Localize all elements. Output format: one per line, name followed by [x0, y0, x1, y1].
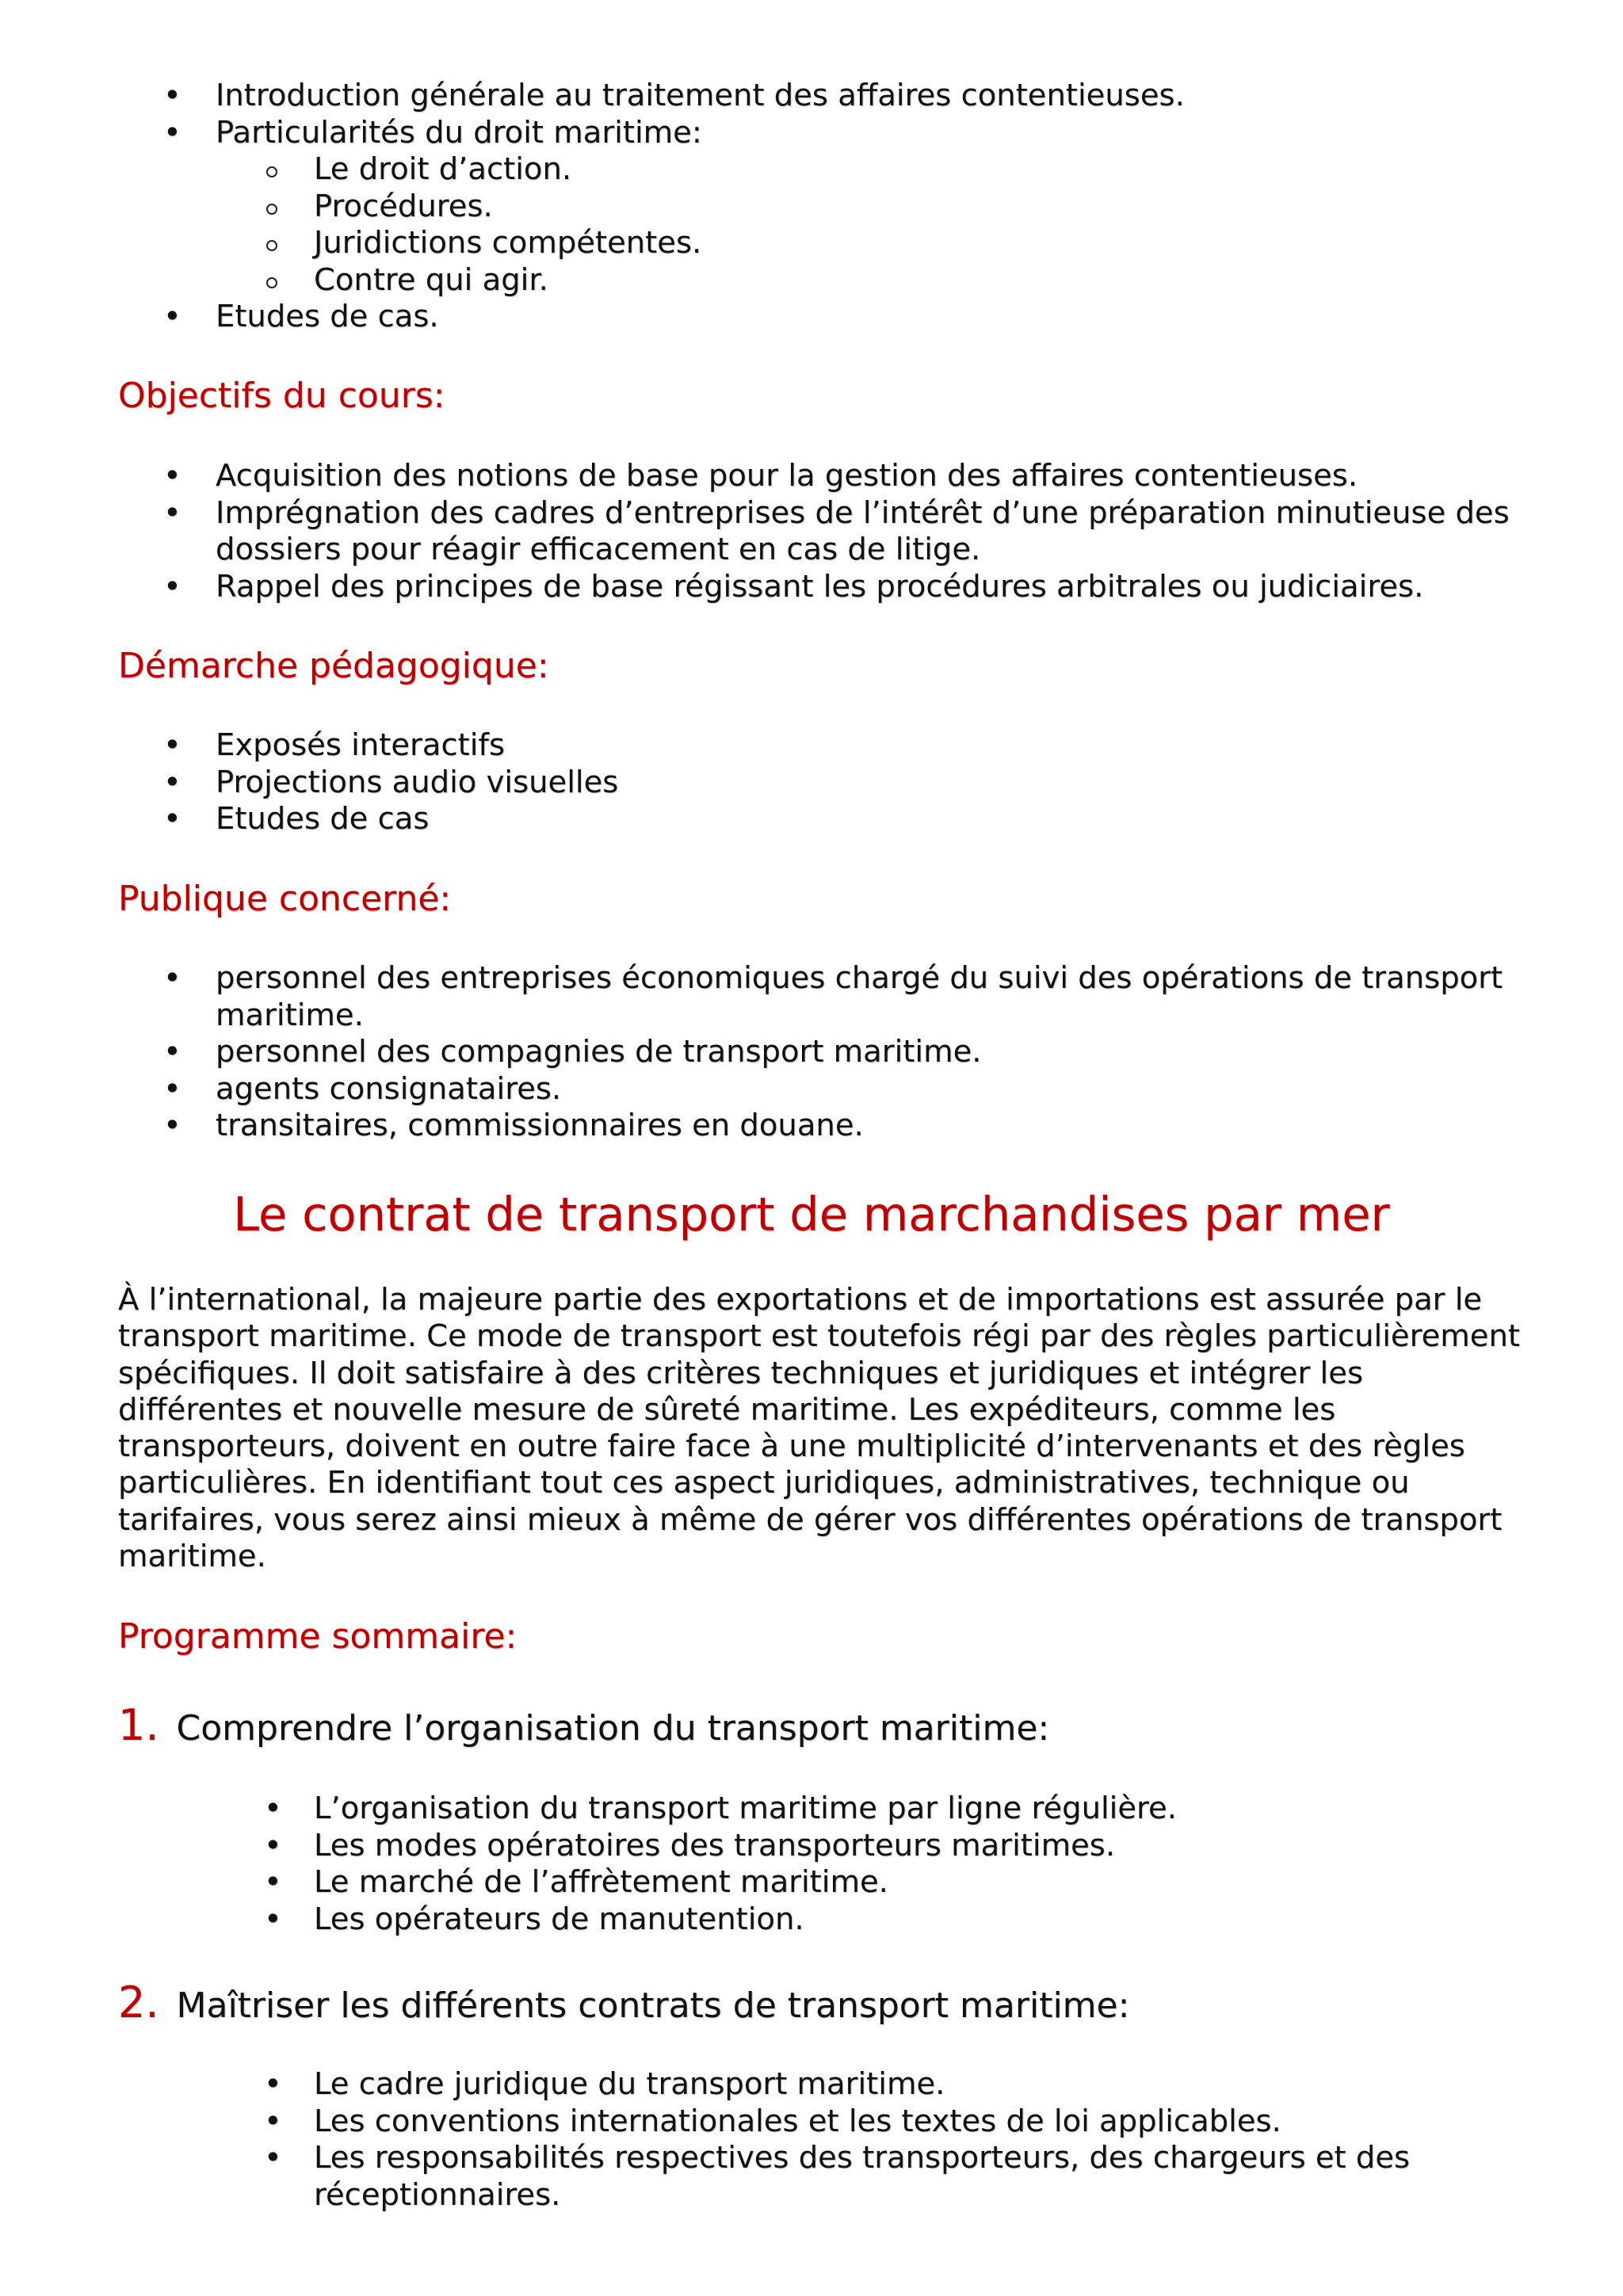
bullet-icon: •: [163, 727, 181, 763]
list-item: • transitaires, commissionnaires en douane.: [163, 1108, 864, 1143]
programme-section-2-list: [0, 2066, 1623, 2214]
bullet-icon: •: [264, 2066, 282, 2102]
sub-list-item: Juridictions compétentes.: [0, 225, 1623, 262]
list-item: • Exposés interactifs: [163, 727, 506, 763]
programme-heading: Programme sommaire:: [118, 1616, 517, 1657]
objectifs-list: [0, 458, 1623, 605]
section-number: 1.: [118, 1700, 159, 1750]
list-item: • Le marché de l’affrètement maritime.: [264, 1864, 888, 1900]
circle-bullet-icon: [266, 166, 277, 177]
circle-bullet-icon: [266, 204, 277, 215]
bullet-icon: •: [264, 1864, 282, 1900]
bullet-icon: •: [163, 801, 181, 837]
list-item: • Les modes opératoires des transporteurs maritimes.: [264, 1827, 1116, 1863]
bullet-icon: •: [163, 1070, 181, 1107]
objectifs-heading: Objectifs du cours:: [118, 376, 445, 416]
programme-section-2-heading: [118, 1978, 1130, 2028]
sub-list-item: Contre qui agir.: [0, 262, 1623, 299]
bullet-icon: •: [163, 458, 181, 494]
list-item: • Etudes de cas.: [163, 299, 439, 334]
list-item: • Introduction générale au traitement des affaires contentieuses.: [163, 78, 1185, 113]
bullet-icon: •: [163, 114, 181, 151]
bullet-icon: •: [264, 2103, 282, 2139]
bullet-icon: •: [264, 2140, 282, 2176]
list-item: • agents consignataires.: [163, 1070, 562, 1107]
list-item: • Etudes de cas: [163, 801, 430, 837]
bullet-icon: •: [163, 764, 181, 800]
programme-section-1-heading: [118, 1700, 1050, 1751]
bullet-icon: •: [163, 299, 181, 334]
publique-heading: Publique concerné:: [118, 879, 452, 919]
bullet-icon: •: [264, 1901, 282, 1937]
list-item: • L’organisation du transport maritime par ligne régulière.: [264, 1791, 1177, 1826]
circle-bullet-icon: [266, 277, 277, 288]
bullet-icon: •: [163, 568, 181, 605]
list-item: • Rappel des principes de base régissant les procédures arbitrales ou judiciaires.: [163, 568, 1424, 605]
section-number: 2.: [118, 1978, 159, 2027]
bullet-icon: •: [163, 960, 181, 996]
list-item: • Les conventions internationales et les textes de loi applicables.: [264, 2103, 1281, 2139]
demarche-list: [0, 727, 1623, 838]
bullet-icon: •: [163, 1034, 181, 1070]
bullet-icon: •: [264, 1827, 282, 1863]
list-item: • Le cadre juridique du transport maritime.: [264, 2066, 945, 2102]
bullet-icon: •: [163, 494, 181, 531]
list-item: • Imprégnation des cadres d’entreprises de l’intérêt d’une préparation minutieuse des dossiers pour réagir efficacement en cas de litige.: [163, 494, 1510, 567]
sub-list-item: Le droit d’action.: [0, 151, 1623, 189]
bullet-icon: •: [163, 1108, 181, 1143]
main-title: Le contrat de transport de marchandises par mer: [233, 1187, 1390, 1241]
list-item: • personnel des entreprises économiques chargé du suivi des opérations de transport maritime.: [163, 960, 1503, 1033]
list-item: • Acquisition des notions de base pour la gestion des affaires contentieuses.: [163, 458, 1358, 494]
bullet-icon: •: [163, 78, 181, 113]
list-item: • Les opérateurs de manutention.: [264, 1901, 804, 1937]
section-title: Maîtriser les différents contrats de transport maritime:: [176, 1985, 1130, 2026]
sub-list-item: Procédures.: [0, 189, 1623, 226]
intro-topics-list: [0, 78, 1623, 336]
programme-section-1-list: [0, 1791, 1623, 1938]
bullet-icon: •: [264, 1791, 282, 1826]
intro-paragraph: À l’international, la majeure partie des exportations et de importations est assurée par le transport maritime. Ce mode de transport est toutefois régi par des règles particulièrement spécifiques. Il doit satisfaire à des critères techniques et juridiques et intégrer les différentes et nouvelle mesure de sûreté maritime. Les expéditeurs, comme les transporteurs, doivent en outre faire face à une multiplicité d’intervenants et des règles particulières. En identifiant tout ces aspect juridiques, administratives, technique ou tarifaires, vous serez ainsi mieux à même de gérer vos différentes opérations de transport maritime.: [118, 1282, 1520, 1575]
list-item: • personnel des compagnies de transport maritime.: [163, 1034, 982, 1070]
list-item: • Les responsabilités respectives des transporteurs, des chargeurs et des réceptionnaires.: [264, 2140, 1411, 2213]
publique-list: [0, 960, 1623, 1145]
list-item: • Particularités du droit maritime:: [163, 114, 702, 151]
section-title: Comprendre l’organisation du transport maritime:: [176, 1708, 1050, 1749]
demarche-heading: Démarche pédagogique:: [118, 646, 549, 686]
circle-bullet-icon: [266, 240, 277, 251]
list-item: • Projections audio visuelles: [163, 764, 619, 800]
